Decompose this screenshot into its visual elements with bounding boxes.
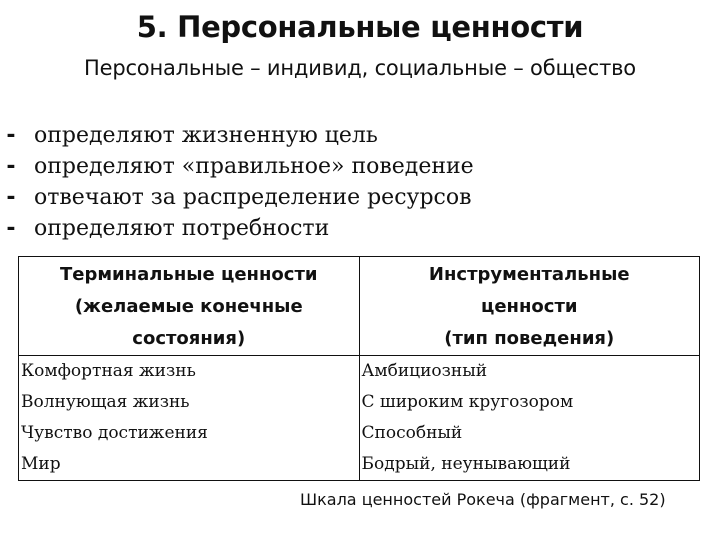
header-line: (желаемые конечные — [74, 296, 303, 317]
bullet-item — [2, 182, 474, 213]
list-item: Комфортная жизнь — [21, 361, 196, 381]
bullet-item — [2, 151, 474, 182]
bullet-item — [2, 120, 474, 151]
header-line: Инструментальные — [428, 264, 630, 285]
table-row — [19, 356, 700, 481]
header-line: Терминальные ценности — [59, 264, 318, 285]
header-line: (тип поведения) — [444, 328, 615, 349]
bullet-item — [2, 213, 474, 244]
header-line: ценности — [480, 296, 578, 317]
list-item: Чувство достижения — [21, 423, 208, 443]
bullet-dash: - — [6, 154, 16, 179]
header-line: состояния) — [132, 328, 246, 349]
bullet-text: определяют жизненную цель — [34, 123, 378, 148]
table-caption: Шкала ценностей Рокеча (фрагмент, с. 52) — [300, 490, 666, 509]
list-item: Амбициозный — [361, 361, 488, 381]
instrumental-values-cell — [359, 356, 700, 481]
bullet-text: определяют потребности — [34, 216, 330, 241]
list-item: Мир — [21, 454, 61, 474]
terminal-values-header — [19, 257, 360, 356]
rokeach-values-table — [18, 256, 700, 481]
bullet-text: определяют «правильное» поведение — [34, 154, 474, 179]
terminal-values-cell — [19, 356, 360, 481]
bullet-text: отвечают за распределение ресурсов — [34, 185, 472, 210]
list-item: Бодрый, неунывающий — [361, 454, 571, 474]
instrumental-values-header — [359, 257, 700, 356]
bullet-dash: - — [6, 216, 16, 241]
slide-subtitle: Персональные – индивид, социальные – общество — [84, 56, 636, 80]
list-item: С широким кругозором — [361, 392, 574, 412]
slide-title: 5. Персональные ценности — [136, 10, 584, 44]
list-item: Волнующая жизнь — [21, 392, 190, 412]
bullet-dash: - — [6, 185, 16, 210]
bullet-dash: - — [6, 123, 16, 148]
list-item: Способный — [361, 423, 463, 443]
bullet-list — [2, 120, 474, 244]
table-header-row — [19, 257, 700, 356]
